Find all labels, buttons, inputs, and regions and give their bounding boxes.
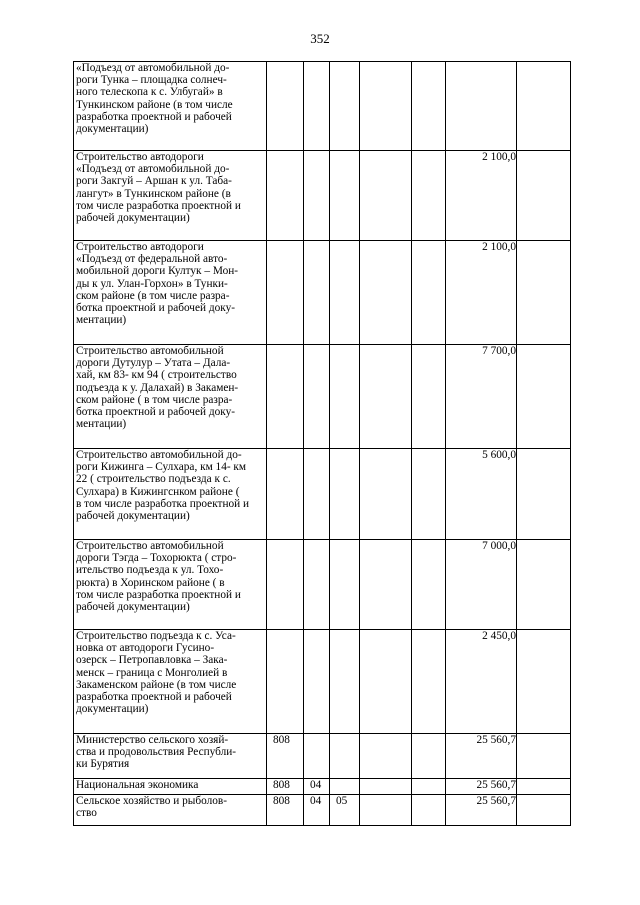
extra-amount: [517, 795, 571, 826]
table-row: [74, 449, 571, 540]
row-name: Строительство автодороги «Подъезд от автомобильной до- роги Закгуй – Аршан к ул. Таба- лангут» в Тункинском районе (в том числе разработка проектной и рабочей документации): [74, 151, 267, 241]
budget-table: [73, 61, 571, 826]
row-name: «Подъезд от автомобильной до- роги Тунка – площадка солнеч- ного телескопа к с. Улбугай» в Тункинском районе (в том числе разработка проектной и рабочей документации): [74, 62, 267, 151]
kind-code: [412, 630, 446, 734]
extra-amount: [517, 345, 571, 449]
target-code: [360, 734, 412, 779]
row-name: Строительство автомобильной дороги Дутулур – Утата – Дала- хай, км 83- км 94 ( строительство подъезда к у. Далахай) в Закамен- ском районе ( в том числе разра- ботка проектной и рабочей доку- ментации): [74, 345, 267, 449]
ministry-code: [267, 630, 304, 734]
page-number: 352: [310, 31, 330, 46]
section-code: 04: [304, 779, 330, 795]
ministry-code: [267, 241, 304, 345]
kind-code: [412, 779, 446, 795]
kind-code: [412, 795, 446, 826]
amount: 2 100,0: [446, 241, 517, 345]
row-name: Сельское хозяйство и рыболов- ство: [74, 795, 267, 826]
amount: 25 560,7: [446, 795, 517, 826]
subsection-code: [330, 345, 360, 449]
ministry-code: [267, 345, 304, 449]
kind-code: [412, 241, 446, 345]
subsection-code: [330, 449, 360, 540]
table-row: [74, 795, 571, 826]
extra-amount: [517, 151, 571, 241]
table-row: [74, 151, 571, 241]
subsection-code: [330, 241, 360, 345]
amount: 2 100,0: [446, 151, 517, 241]
row-name: Строительство автомобильной до- роги Кижинга – Сулхара, км 14- км 22 ( строительство подъезда к с. Сулхара) в Кижингснком районе ( в том числе разработка проектной и рабочей документации): [74, 449, 267, 540]
amount: 7 700,0: [446, 345, 517, 449]
extra-amount: [517, 779, 571, 795]
table-row: [74, 734, 571, 779]
target-code: [360, 779, 412, 795]
subsection-code: [330, 630, 360, 734]
table-row: [74, 62, 571, 151]
ministry-code: 808: [267, 779, 304, 795]
kind-code: [412, 734, 446, 779]
target-code: [360, 151, 412, 241]
kind-code: [412, 540, 446, 630]
amount: 5 600,0: [446, 449, 517, 540]
target-code: [360, 540, 412, 630]
section-code: [304, 449, 330, 540]
table-row: [74, 779, 571, 795]
table-row: [74, 241, 571, 345]
ministry-code: [267, 62, 304, 151]
target-code: [360, 449, 412, 540]
amount: 2 450,0: [446, 630, 517, 734]
extra-amount: [517, 449, 571, 540]
ministry-code: [267, 449, 304, 540]
subsection-code: [330, 779, 360, 795]
section-code: [304, 540, 330, 630]
row-name: Строительство подъезда к с. Уса- новка от автодороги Гусино- озерск – Петропавловка – Зака- менск – граница с Монголией в Закаменском районе (в том числе разработка проектной и рабочей документации): [74, 630, 267, 734]
extra-amount: [517, 630, 571, 734]
section-code: [304, 345, 330, 449]
row-name: Строительство автомобильной дороги Тэгда – Тохорюкта ( стро- ительство подъезда к ул. Тохо- рюкта) в Хоринском районе ( в том числе разработка проектной и рабочей документации): [74, 540, 267, 630]
extra-amount: [517, 241, 571, 345]
section-code: 04: [304, 795, 330, 826]
amount: 7 000,0: [446, 540, 517, 630]
target-code: [360, 630, 412, 734]
extra-amount: [517, 62, 571, 151]
section-code: [304, 151, 330, 241]
amount: [446, 62, 517, 151]
kind-code: [412, 151, 446, 241]
row-name: Строительство автодороги «Подъезд от федеральной авто- мобильной дороги Култук – Мон- ды к ул. Улан-Горхон» в Тунки- ском районе (в том числе разра- ботка проектной и рабочей доку- ментации): [74, 241, 267, 345]
section-code: [304, 241, 330, 345]
amount: 25 560,7: [446, 734, 517, 779]
table-row: [74, 345, 571, 449]
ministry-code: [267, 540, 304, 630]
target-code: [360, 345, 412, 449]
ministry-code: 808: [267, 734, 304, 779]
table-row: [74, 540, 571, 630]
subsection-code: 05: [330, 795, 360, 826]
subsection-code: [330, 62, 360, 151]
amount: 25 560,7: [446, 779, 517, 795]
section-code: [304, 630, 330, 734]
kind-code: [412, 449, 446, 540]
row-name: Министерство сельского хозяй- ства и продовольствия Республи- ки Бурятия: [74, 734, 267, 779]
section-code: [304, 62, 330, 151]
table-row: [74, 630, 571, 734]
ministry-code: [267, 151, 304, 241]
subsection-code: [330, 540, 360, 630]
extra-amount: [517, 540, 571, 630]
subsection-code: [330, 151, 360, 241]
kind-code: [412, 345, 446, 449]
section-code: [304, 734, 330, 779]
target-code: [360, 795, 412, 826]
extra-amount: [517, 734, 571, 779]
kind-code: [412, 62, 446, 151]
subsection-code: [330, 734, 360, 779]
target-code: [360, 241, 412, 345]
target-code: [360, 62, 412, 151]
row-name: Национальная экономика: [74, 779, 267, 795]
ministry-code: 808: [267, 795, 304, 826]
